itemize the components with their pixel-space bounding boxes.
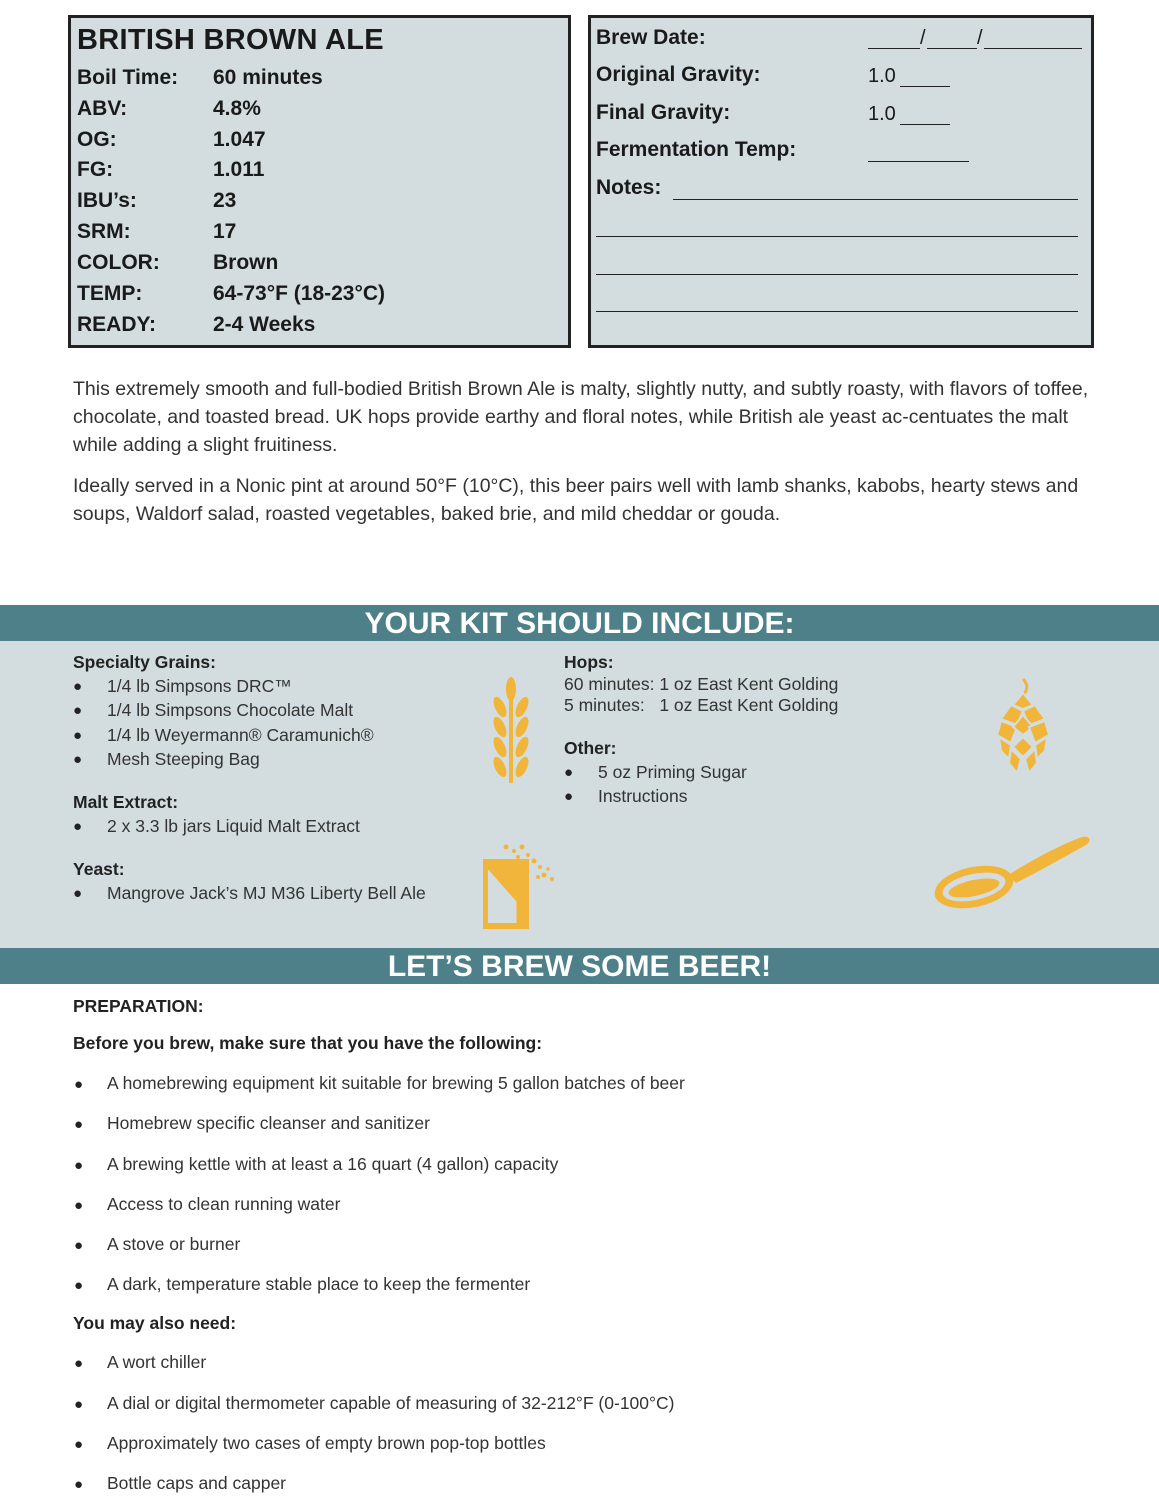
prep-item: Access to clean running water [107, 1194, 341, 1214]
stat-row-abv [77, 97, 557, 127]
stat-label: Boil Time: [77, 66, 179, 89]
beer-stats-box [68, 15, 571, 348]
fermentation-temp-field[interactable] [868, 161, 969, 162]
preparation-heading: PREPARATION: [73, 996, 204, 1016]
brew-date-year-field[interactable] [984, 48, 1082, 49]
final-gravity-row [596, 101, 1086, 131]
bullet: ● [564, 764, 574, 781]
stat-value: 64-73°F (18-23°C) [213, 282, 386, 305]
hop-cone-icon [993, 675, 1053, 777]
optional-item: A wort chiller [107, 1352, 207, 1372]
wheat-icon [486, 673, 536, 785]
prep-item: Homebrew specific cleanser and sanitizer [107, 1113, 430, 1133]
stat-label: IBU’s: [77, 189, 137, 212]
notes-line[interactable] [596, 311, 1078, 312]
final-gravity-field[interactable] [900, 124, 950, 125]
notes-label: Notes: [596, 176, 662, 199]
stat-value: 2-4 Weeks [213, 313, 316, 336]
optional-item: Approximately two cases of empty brown pop-top bottles [107, 1433, 546, 1453]
kit-banner: YOUR KIT SHOULD INCLUDE: [0, 605, 1159, 641]
optional-item: Bottle caps and capper [107, 1473, 287, 1493]
grain-item: Mesh Steeping Bag [107, 749, 260, 769]
stat-label: OG: [77, 128, 117, 151]
bullet: ● [74, 1237, 84, 1254]
notes-line[interactable] [596, 236, 1078, 237]
prep-item: A homebrewing equipment kit suitable for brewing 5 gallon batches of beer [107, 1073, 685, 1093]
stat-value: 1.047 [213, 128, 266, 151]
original-gravity-label: Original Gravity: [596, 63, 761, 86]
brew-date-separator: / [920, 27, 926, 49]
stat-row-og [77, 128, 557, 158]
stat-value: Brown [213, 251, 279, 274]
notes-row [596, 176, 1086, 206]
stat-value: 4.8% [213, 97, 261, 120]
fermentation-temp-row [596, 138, 1086, 168]
other-heading: Other: [564, 738, 617, 758]
yeast-packet-icon [478, 841, 558, 933]
stat-row-fg [77, 158, 557, 188]
stat-label: ABV: [77, 97, 128, 120]
kit-contents-panel [0, 641, 1159, 948]
bullet: ● [73, 751, 83, 768]
final-gravity-label: Final Gravity: [596, 101, 731, 124]
notes-line[interactable] [596, 274, 1078, 275]
brew-date-row [596, 26, 1086, 56]
stat-row-temp [77, 282, 557, 312]
specialty-grains-heading: Specialty Grains: [73, 652, 216, 672]
bullet: ● [73, 727, 83, 744]
stat-label: TEMP: [77, 282, 143, 305]
bullet: ● [74, 1076, 84, 1093]
description-paragraph-2: Ideally served in a Nonic pint at around 50°F (10°C), this beer pairs well with lamb shanks, kabobs, hearty stews and soups, Waldorf salad, roasted vegetables, baked brie, and mild cheddar or gouda. [73, 475, 1079, 525]
beer-name-title: BRITISH BROWN ALE [77, 24, 384, 56]
yeast-item: Mangrove Jack’s MJ M36 Liberty Bell Ale [107, 883, 426, 903]
bullet: ● [73, 885, 83, 902]
brew-date-day-field[interactable] [927, 48, 977, 49]
bullet: ● [74, 1355, 84, 1372]
bullet: ● [73, 678, 83, 695]
bullet: ● [74, 1277, 84, 1294]
bullet: ● [564, 788, 574, 805]
may-also-need-heading: You may also need: [73, 1313, 237, 1333]
bullet: ● [74, 1116, 84, 1133]
stat-label: READY: [77, 313, 156, 336]
other-item: 5 oz Priming Sugar [598, 762, 747, 782]
stat-value: 17 [213, 220, 237, 243]
brew-log-box [588, 15, 1094, 348]
bullet: ● [74, 1157, 84, 1174]
stat-label: COLOR: [77, 251, 160, 274]
stat-value: 60 minutes [213, 66, 323, 89]
hops-heading: Hops: [564, 652, 614, 672]
final-gravity-prefix: 1.0 [868, 103, 896, 125]
malt-extract-heading: Malt Extract: [73, 792, 179, 812]
brew-date-label: Brew Date: [596, 26, 706, 49]
bullet: ● [74, 1197, 84, 1214]
stat-row-ready [77, 313, 557, 343]
bullet: ● [74, 1396, 84, 1413]
hop-addition: 60 minutes: 1 oz East Kent Golding [564, 674, 839, 694]
stat-value: 1.011 [213, 158, 265, 181]
malt-extract-item: 2 x 3.3 lb jars Liquid Malt Extract [107, 816, 360, 836]
bullet: ● [74, 1476, 84, 1493]
stat-row-color [77, 251, 557, 281]
stat-label: SRM: [77, 220, 131, 243]
bullet: ● [73, 702, 83, 719]
bullet: ● [74, 1436, 84, 1453]
stat-row-srm [77, 220, 557, 250]
original-gravity-row [596, 63, 1086, 93]
spoon-icon [930, 831, 1092, 915]
bullet: ● [73, 818, 83, 835]
brew-date-separator: / [977, 27, 983, 49]
original-gravity-field[interactable] [900, 86, 950, 87]
stat-label: FG: [77, 158, 114, 181]
grain-item: 1/4 lb Weyermann® Caramunich® [107, 725, 374, 745]
notes-line[interactable] [673, 199, 1078, 200]
original-gravity-prefix: 1.0 [868, 65, 896, 87]
brew-date-month-field[interactable] [868, 48, 920, 49]
prep-item: A dark, temperature stable place to keep the fermenter [107, 1274, 531, 1294]
fermentation-temp-label: Fermentation Temp: [596, 138, 797, 161]
other-item: Instructions [598, 786, 688, 806]
yeast-heading: Yeast: [73, 859, 125, 879]
description-paragraph-1: This extremely smooth and full-bodied British Brown Ale is malty, slightly nutty, and subtly roasty, with flavors of toffee, chocolate, and toasted bread. UK hops provide earthy and floral notes, while British ale yeast ac-centuates the malt while adding a slight fruitiness. [73, 378, 1089, 456]
hop-addition: 5 minutes: 1 oz East Kent Golding [564, 695, 839, 715]
grain-item: 1/4 lb Simpsons DRC™ [107, 676, 292, 696]
optional-item: A dial or digital thermometer capable of measuring of 32-212°F (0-100°C) [107, 1393, 675, 1413]
stat-row-boil-time [77, 66, 557, 96]
prep-item: A stove or burner [107, 1234, 241, 1254]
before-you-brew-heading: Before you brew, make sure that you have the following: [73, 1033, 543, 1053]
prep-item: A brewing kettle with at least a 16 quart (4 gallon) capacity [107, 1154, 559, 1174]
grain-item: 1/4 lb Simpsons Chocolate Malt [107, 700, 354, 720]
stat-row-ibu [77, 189, 557, 219]
stat-value: 23 [213, 189, 237, 212]
brew-banner: LET’S BREW SOME BEER! [0, 948, 1159, 984]
